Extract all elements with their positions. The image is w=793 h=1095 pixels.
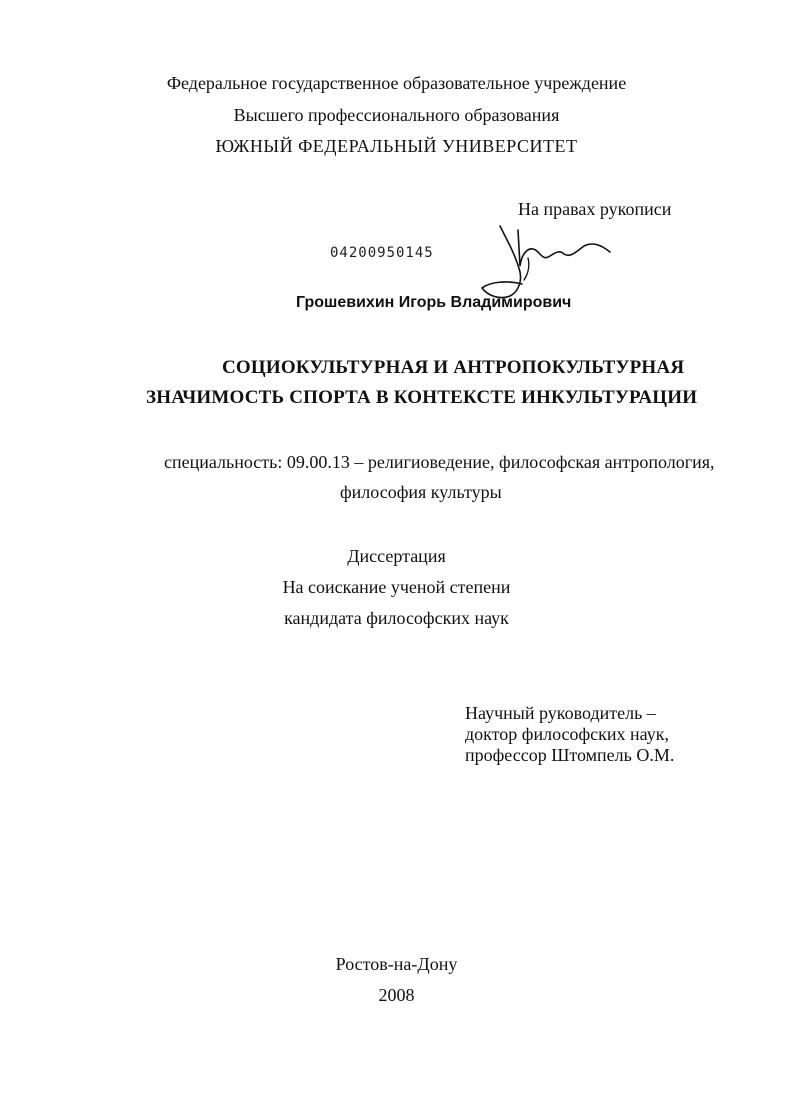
author-name: Грошевихин Игорь Владимирович [296, 294, 572, 311]
supervisor-line-2: доктор философских наук, [465, 724, 669, 744]
signature-image [460, 222, 620, 302]
city: Ростов-на-Дону [335, 954, 458, 974]
specialty-line-1: специальность: 09.00.13 – религиоведение, философская антропология, [164, 452, 715, 472]
degree-line-1: На соискание ученой степени [282, 577, 511, 597]
specialty-line-2: философия культуры [340, 482, 502, 502]
registration-number: 04200950145 [330, 245, 434, 261]
university-name: ЮЖНЫЙ ФЕДЕРАЛЬНЫЙ УНИВЕРСИТЕТ [215, 136, 578, 156]
institution-line-1: Федеральное государственное образовательное учреждение [166, 73, 627, 93]
supervisor-line-1: Научный руководитель – [465, 703, 656, 723]
title-line-1: СОЦИОКУЛЬТУРНАЯ И АНТРОПОКУЛЬТУРНАЯ [222, 357, 685, 378]
manuscript-note: На правах рукописи [518, 199, 672, 219]
supervisor-line-3: профессор Штомпель О.М. [465, 745, 675, 765]
document-type: Диссертация [347, 546, 446, 566]
institution-line-2: Высшего профессионального образования [233, 105, 560, 125]
year: 2008 [378, 985, 415, 1005]
degree-line-2: кандидата философских наук [284, 608, 509, 628]
title-line-2: ЗНАЧИМОСТЬ СПОРТА В КОНТЕКСТЕ ИНКУЛЬТУРАЦИИ [146, 387, 698, 408]
